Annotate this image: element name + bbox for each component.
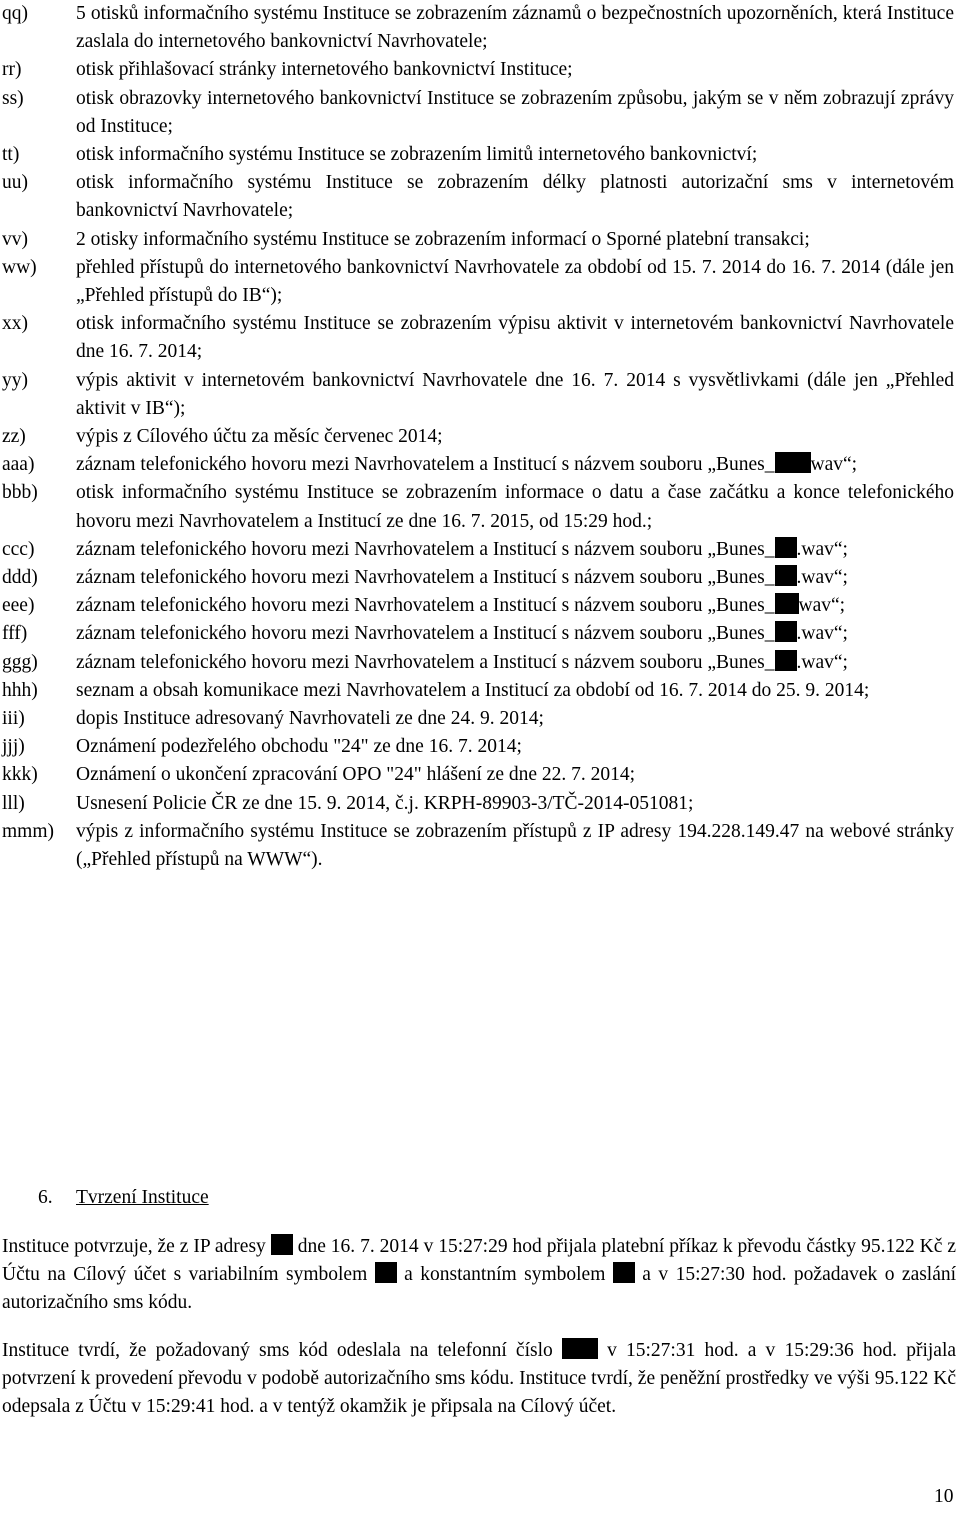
list-item bbox=[0, 367, 960, 423]
item-text-suffix: wav“; bbox=[810, 454, 858, 476]
list-item bbox=[0, 790, 960, 818]
item-label: lll) bbox=[2, 792, 25, 814]
list-item bbox=[0, 592, 960, 620]
list-item bbox=[0, 564, 960, 592]
item-text-suffix: .wav“; bbox=[796, 538, 848, 560]
list-item bbox=[0, 141, 960, 169]
item-label: rr) bbox=[2, 59, 22, 81]
item-text bbox=[76, 592, 954, 620]
redaction-block bbox=[775, 621, 797, 642]
item-label: hhh) bbox=[2, 679, 38, 701]
paragraph-sms-claim bbox=[2, 1337, 956, 1422]
item-text: otisk informačního systému Instituce se zobrazením limitů internetového bankovnictví; bbox=[76, 144, 758, 166]
item-text: 5 otisků informačního systému Instituce se zobrazením záznamů o bezpečnostních upozorněních, která Instituce zaslala do internetového bankovnictví Navrhovatele; bbox=[76, 3, 954, 53]
item-text: Oznámení o ukončení zpracování OPO "24" hlášení ze dne 22. 7. 2014; bbox=[76, 764, 636, 786]
item-text bbox=[76, 451, 954, 479]
list-item bbox=[0, 761, 960, 789]
redaction-block bbox=[775, 452, 811, 473]
redaction-block bbox=[562, 1338, 598, 1359]
item-text: výpis aktivit v internetovém bankovnictví Navrhovatele dne 16. 7. 2014 s vysvětlivkami (dále jen „Přehled aktivit v IB“); bbox=[76, 369, 954, 419]
item-text-main: záznam telefonického hovoru mezi Navrhovatelem a Institucí s názvem souboru „Bunes_ bbox=[76, 595, 775, 617]
item-label: yy) bbox=[2, 369, 28, 391]
list-item bbox=[0, 677, 960, 705]
item-text: výpis z informačního systému Instituce se zobrazením přístupů z IP adresy 194.228.149.47 na webové stránky („Přehled přístupů na WWW“). bbox=[76, 820, 954, 871]
list-item bbox=[0, 649, 960, 677]
item-text: 2 otisky informačního systému Instituce se zobrazením informací o Sporné platební transakci; bbox=[76, 228, 810, 250]
item-label: ggg) bbox=[2, 651, 38, 673]
item-label: fff) bbox=[2, 623, 28, 645]
item-text-main: záznam telefonického hovoru mezi Navrhovatelem a Institucí s názvem souboru „Bunes_ bbox=[76, 623, 775, 645]
item-text bbox=[76, 620, 954, 648]
para-text: a konstantním symbolem bbox=[404, 1264, 606, 1286]
list-item bbox=[0, 705, 960, 733]
item-label: mmm) bbox=[2, 820, 54, 842]
section-title: Tvrzení Instituce bbox=[76, 1187, 209, 1208]
item-label: zz) bbox=[2, 426, 26, 448]
item-label: aaa) bbox=[2, 454, 35, 476]
item-label: kkk) bbox=[2, 764, 38, 786]
list-item bbox=[0, 479, 960, 535]
redaction-block bbox=[375, 1262, 397, 1283]
item-text-main: záznam telefonického hovoru mezi Navrhovatelem a Institucí s názvem souboru „Bunes_ bbox=[76, 454, 775, 476]
item-label: eee) bbox=[2, 595, 35, 617]
item-text: otisk informačního systému Instituce se zobrazením výpisu aktivit v internetovém bankovnictví Navrhovatele dne 16. 7. 2014; bbox=[76, 313, 954, 363]
item-text-suffix: .wav“; bbox=[796, 567, 848, 589]
item-text: otisk přihlašovací stránky internetového bankovnictví Instituce; bbox=[76, 59, 573, 81]
item-text: Usnesení Policie ČR ze dne 15. 9. 2014, č.j. KRPH-89903-3/TČ-2014-051081; bbox=[76, 792, 694, 814]
item-text bbox=[76, 536, 954, 564]
list-item bbox=[0, 85, 960, 141]
item-label: iii) bbox=[2, 708, 25, 730]
item-text: otisk informačního systému Instituce se zobrazením délky platnosti autorizační sms v internetovém bankovnictví Navrhovatele; bbox=[76, 172, 954, 222]
para-text: Instituce potvrzuje, že z IP adresy bbox=[2, 1236, 266, 1257]
item-text: otisk obrazovky internetového bankovnictví Instituce se zobrazením způsobu, jakým se v něm zobrazují zprávy od Instituce; bbox=[76, 87, 954, 137]
item-label: ww) bbox=[2, 256, 37, 278]
item-label: ddd) bbox=[2, 567, 38, 589]
list-item bbox=[0, 226, 960, 254]
item-text-main: záznam telefonického hovoru mezi Navrhovatelem a Institucí s názvem souboru „Bunes_ bbox=[76, 567, 775, 589]
redaction-block bbox=[775, 650, 797, 671]
redaction-block bbox=[775, 565, 797, 586]
item-label: ss) bbox=[2, 87, 24, 109]
paragraph-ip-claim bbox=[2, 1233, 956, 1318]
item-label: tt) bbox=[2, 144, 20, 166]
item-text-suffix: wav“; bbox=[798, 595, 846, 617]
item-label: ccc) bbox=[2, 538, 35, 560]
item-text: seznam a obsah komunikace mezi Navrhovatelem a Institucí za období od 16. 7. 2014 do 25. 9. 2014; bbox=[76, 679, 870, 701]
item-text-suffix: .wav“; bbox=[796, 651, 848, 673]
para-text: dne 16. 7. 2014 v 15:27:29 hod přijala platební příkaz k převodu částky 95.122 Kč z Účtu na Cílový účet s variabilním symbolem bbox=[2, 1236, 957, 1286]
section-heading bbox=[38, 1184, 209, 1212]
item-text: dopis Instituce adresovaný Navrhovateli ze dne 24. 9. 2014; bbox=[76, 708, 544, 730]
redaction-block bbox=[613, 1262, 635, 1283]
item-text-main: záznam telefonického hovoru mezi Navrhovatelem a Institucí s názvem souboru „Bunes_ bbox=[76, 538, 775, 560]
page-number: 10 bbox=[934, 1486, 954, 1507]
redaction-block bbox=[775, 593, 799, 614]
list-item bbox=[0, 310, 960, 366]
item-text-suffix: .wav“; bbox=[796, 623, 848, 645]
list-item bbox=[0, 0, 960, 56]
para-text: a v 15:27:30 hod. požadavek o zaslání autorizačního sms kódu. bbox=[2, 1264, 957, 1314]
para-text: Instituce tvrdí, že požadovaný sms kód odeslala na telefonní číslo bbox=[2, 1340, 553, 1361]
list-item bbox=[0, 818, 960, 874]
item-text: přehled přístupů do internetového bankovnictví Navrhovatele za období od 15. 7. 2014 do 16. 7. 2014 (dále jen „Přehled přístupů do IB“); bbox=[76, 256, 954, 307]
item-text bbox=[76, 649, 954, 677]
item-label: bbb) bbox=[2, 482, 38, 504]
item-label: xx) bbox=[2, 313, 28, 335]
item-label: vv) bbox=[2, 228, 28, 250]
list-item bbox=[0, 620, 960, 648]
item-label: jjj) bbox=[2, 736, 25, 758]
list-item bbox=[0, 423, 960, 451]
item-text: otisk informačního systému Instituce se zobrazením informace o datu a čase začátku a konce telefonického hovoru mezi Navrhovatelem a Institucí ze dne 16. 7. 2015, od 15:29 hod.; bbox=[76, 482, 954, 532]
redaction-block bbox=[271, 1234, 293, 1255]
item-text: výpis z Cílového účtu za měsíc červenec 2014; bbox=[76, 426, 443, 448]
list-item bbox=[0, 733, 960, 761]
item-text-main: záznam telefonického hovoru mezi Navrhovatelem a Institucí s názvem souboru „Bunes_ bbox=[76, 651, 775, 673]
list-item bbox=[0, 56, 960, 84]
list-item bbox=[0, 536, 960, 564]
list-item bbox=[0, 254, 960, 310]
item-label: uu) bbox=[2, 172, 28, 194]
item-label: qq) bbox=[2, 3, 28, 24]
list-item bbox=[0, 451, 960, 479]
redaction-block bbox=[775, 537, 797, 558]
list-item bbox=[0, 169, 960, 225]
para-text: v 15:27:31 hod. a v 15:29:36 hod. přijala potvrzení k provedení převodu v podobě autorizačního sms kódu. Instituce tvrdí, že peněžní prostředky ve výši 95.122 Kč odepsala z Účtu v 15:29:41 hod. a v tentýž okamžik je připsala na Cílový účet. bbox=[2, 1340, 957, 1418]
item-text bbox=[76, 564, 954, 592]
section-number: 6. bbox=[38, 1187, 53, 1208]
item-text: Oznámení podezřelého obchodu "24" ze dne 16. 7. 2014; bbox=[76, 736, 522, 758]
